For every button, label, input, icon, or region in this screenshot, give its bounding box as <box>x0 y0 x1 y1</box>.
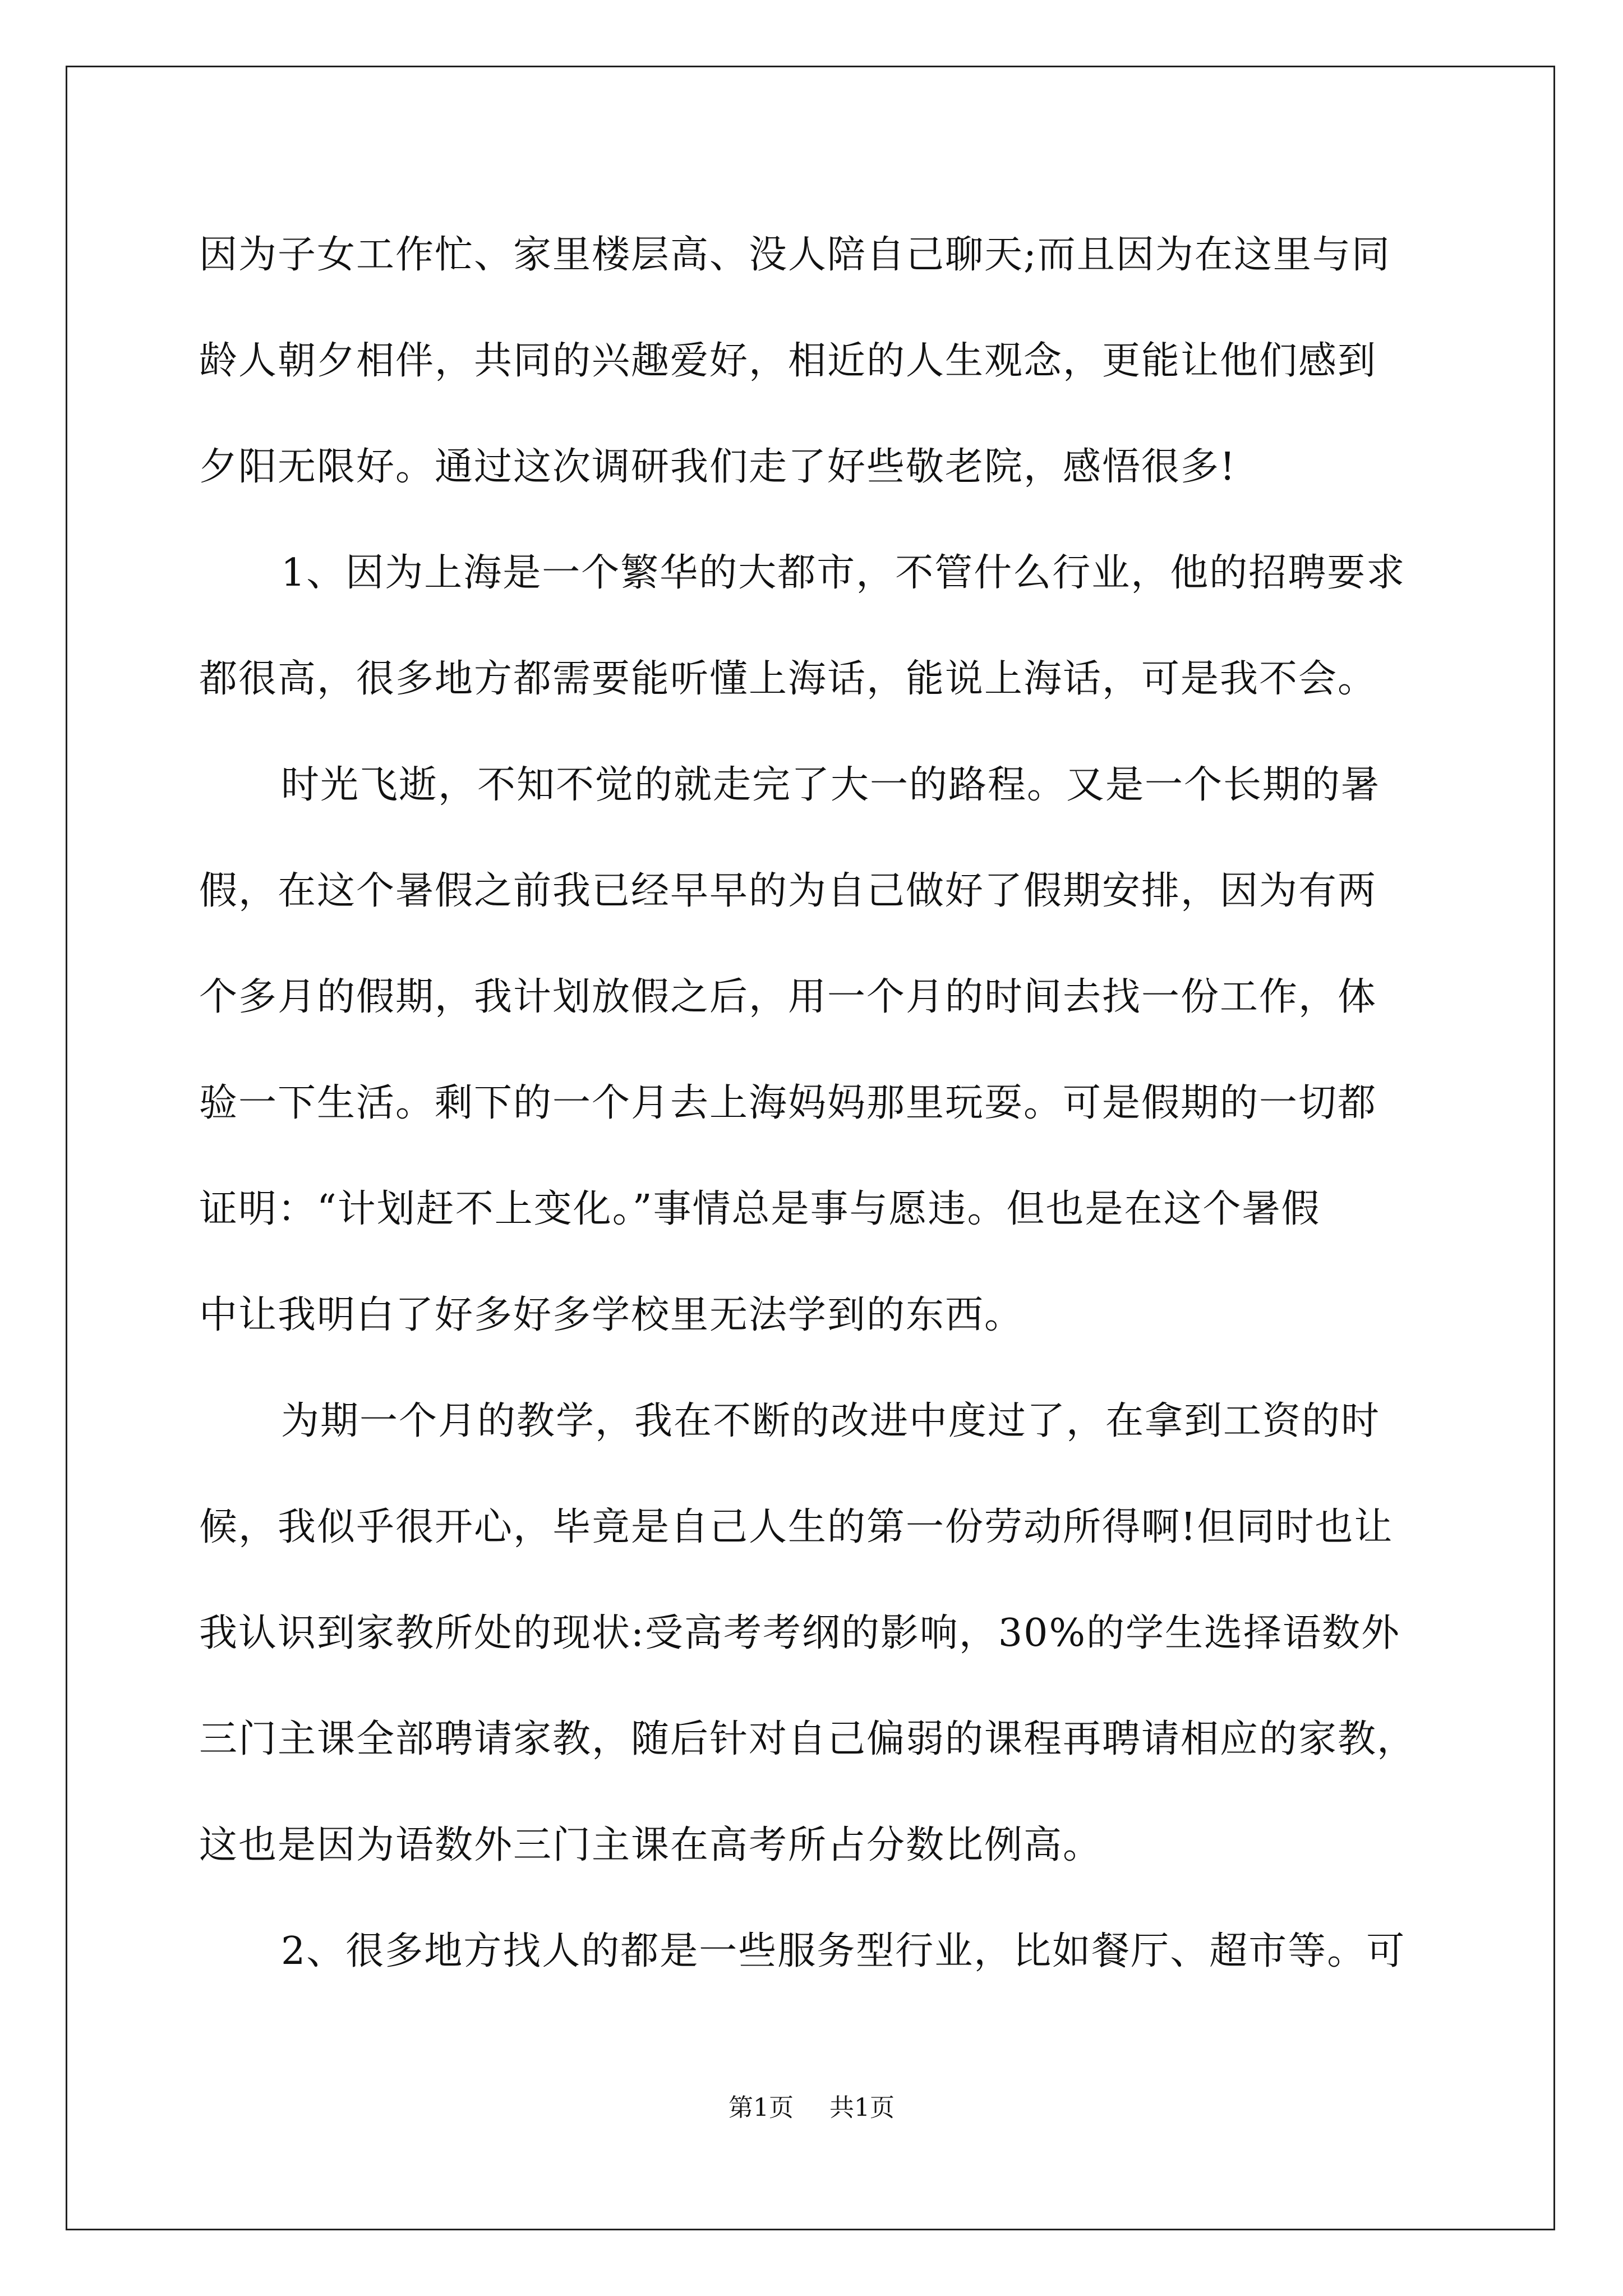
text-line: 证明：“计划赶不上变化。”事情总是事与愿违。但也是在这个暑假 <box>199 1187 1321 1231</box>
document-body <box>199 202 1450 2004</box>
text-line: 验一下生活。剩下的一个月去上海妈妈那里玩耍。可是假期的一切都 <box>199 1081 1377 1125</box>
text-line: 都很高，很多地方都需要能听懂上海话，能说上海话，可是我不会。 <box>199 657 1377 701</box>
text-line: 龄人朝夕相伴，共同的兴趣爱好，相近的人生观念，更能让他们感到 <box>199 339 1377 383</box>
text-line: 中让我明白了好多好多学校里无法学到的东西。 <box>199 1293 1024 1337</box>
text-line: 候，我似乎很开心，毕竟是自己人生的第一份劳动所得啊!但同时也让 <box>199 1505 1394 1549</box>
page-count: 共1页 <box>829 2093 895 2122</box>
paragraph-start-line: 1、因为上海是一个繁华的大都市，不管什么行业，他的招聘要求 <box>281 551 1406 595</box>
text-line: 我认识到家教所处的现状:受高考考纲的影响，30%的学生选择语数外 <box>199 1611 1401 1655</box>
text-line: 假，在这个暑假之前我已经早早的为自己做好了假期安排，因为有两 <box>199 869 1377 913</box>
paragraph-start-line: 为期一个月的教学，我在不断的改进中度过了，在拿到工资的时 <box>281 1399 1381 1443</box>
text-line: 个多月的假期，我计划放假之后，用一个月的时间去找一份工作，体 <box>199 975 1377 1019</box>
page-number: 第1页 <box>728 2093 794 2122</box>
paragraph-start-line: 时光飞逝，不知不觉的就走完了大一的路程。又是一个长期的暑 <box>281 763 1381 807</box>
text-line: 因为子女工作忙、家里楼层高、没人陪自己聊天;而且因为在这里与同 <box>199 233 1391 277</box>
page-footer <box>0 2091 1623 2125</box>
paragraph-start-line: 2、很多地方找人的都是一些服务型行业，比如餐厅、超市等。可 <box>281 1929 1406 1973</box>
text-line: 这也是因为语数外三门主课在高考所占分数比例高。 <box>199 1823 1103 1867</box>
text-line: 三门主课全部聘请家教，随后针对自己偏弱的课程再聘请相应的家教， <box>199 1717 1417 1761</box>
text-line: 夕阳无限好。通过这次调研我们走了好些敬老院，感悟很多! <box>199 445 1237 489</box>
